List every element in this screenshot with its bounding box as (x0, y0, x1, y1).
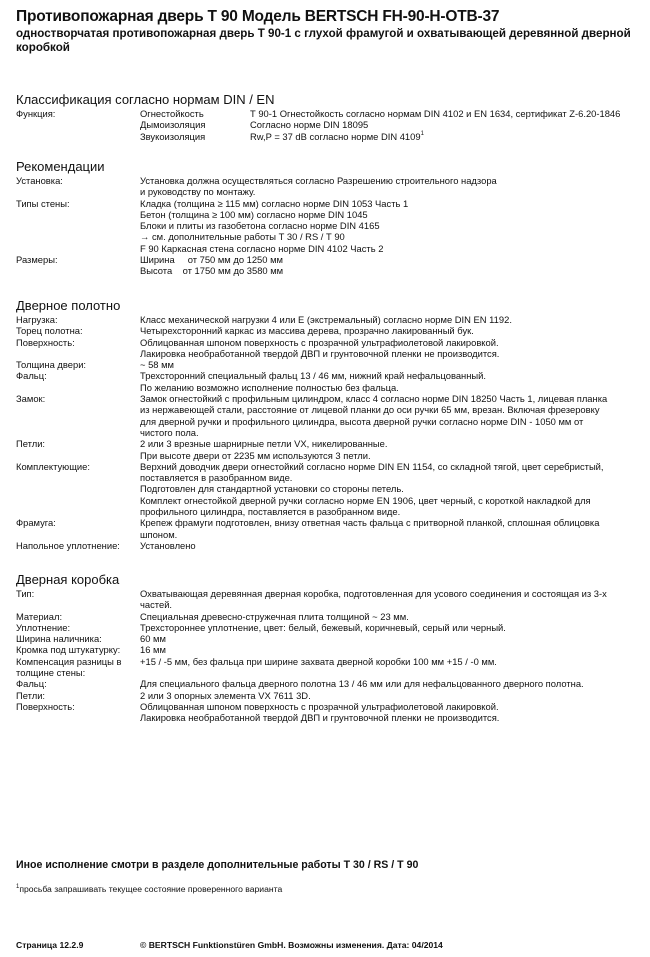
classification-row (16, 119, 646, 130)
row-value: Установлено (140, 539, 196, 551)
row-value: 60 мм (140, 633, 166, 645)
spec-row (16, 517, 646, 540)
row-value: Облицованная шпоном поверхность с прозрачной ультрафиолетовой лакировкой. Лакировка необработанной твердой ДВП и грунтовочной пленки не производится. (140, 700, 500, 724)
row-value: Верхний доводчик двери огнестойкий согласно норме DIN EN 1154, со складной тягой, цвет серебристый, поставляется в разобранном виде. Подготовлен для стандартной установки со стороны петель. Комплект огнестойкой дверной ручки согласно норме EN 1906, цвет черный, с короткой накладкой для профильного цилиндра, поставляется в разобранном виде. (140, 460, 604, 518)
spec-row (16, 633, 646, 644)
footnote-mark: 1 (420, 130, 424, 137)
footnote: $^1$просьба запрашивать текущее состояние проверенного варианта (16, 884, 283, 894)
row-value: Согласно норме DIN 18095 (250, 119, 369, 131)
row-value: Замок огнестойкий с профильным цилиндром, класс 4 согласно норме DIN 18250 Часть 1, лицевая планка из нержавеющей стали, расстояние от лицевой планки до оси ручки 65 мм, врезан. Включая фрезеровку для дверной ручки и профильного цилиндра, высота дверной ручки согласно норме DIN - 1050 мм от чистого пола. (140, 393, 608, 438)
classification-row (16, 131, 646, 142)
other-version-note: Иное исполнение смотри в разделе дополнительные работы Т 30 / RS / Т 90 (16, 859, 419, 871)
row-label: Тип: (16, 588, 35, 599)
row-label: Компенсация разницы в толщине стены: (16, 655, 122, 679)
row-label: Петли: (16, 438, 46, 450)
row-label: Замок: (16, 393, 46, 405)
section-heading: Классификация согласно нормам DIN / EN (16, 92, 275, 107)
spec-row (16, 254, 646, 277)
row-value: ~ 58 мм (140, 359, 175, 371)
document-title: Противопожарная дверь Т 90 Модель BERTSCH FH-90-H-OTB-37 (16, 8, 500, 25)
row-label: Типы стены: (16, 197, 70, 209)
row-label: Уплотнение: (16, 621, 71, 633)
section-heading: Рекомендации (16, 159, 105, 174)
row-subname: Звукоизоляция (140, 130, 206, 142)
row-value: Трехстороннее уплотнение, цвет: белый, бежевый, коричневый, серый или черный. (140, 621, 506, 633)
row-value: 2 или 3 опорных элемента VX 7611 3D. (140, 689, 311, 701)
row-label: Установка: (16, 175, 63, 186)
page-number: Страница 12.2.9 (16, 940, 84, 950)
spec-row (16, 701, 646, 724)
row-label: Фальц: (16, 678, 47, 690)
spec-row (16, 622, 646, 633)
row-label: Размеры: (16, 254, 58, 266)
section-door-leaf (16, 298, 646, 551)
row-label: Фрамуга: (16, 517, 56, 529)
row-subname: Огнестойкость (140, 108, 204, 119)
section-heading: Дверное полотно (16, 298, 121, 313)
row-value: Трехсторонний специальный фальц 13 / 46 мм, нижний край нефальцованный. По желанию возможно исполнение полностью без фальца. (140, 370, 486, 393)
row-label: Торец полотна: (16, 325, 83, 337)
spec-row (16, 461, 646, 517)
row-label: Поверхность: (16, 336, 75, 348)
row-label: Комплектующие: (16, 460, 90, 472)
row-subname: Дымоизоляция (140, 119, 206, 131)
spec-row (16, 588, 646, 611)
spec-row (16, 198, 646, 254)
row-value: Облицованная шпоном поверхность с прозрачной ультрафиолетовой лакировкой. Лакировка необработанной твердой ДВП и грунтовочной пленки не производится. (140, 336, 500, 359)
row-value: 2 или 3 врезные шарнирные петли VX, никелированные. При высоте двери от 2235 мм используются 3 петли. (140, 438, 388, 461)
row-label: Нагрузка: (16, 314, 58, 325)
row-value: Для специального фальца дверного полотна 13 / 46 мм или для нефальцованного дверного полотна. (140, 678, 584, 690)
section-heading: Дверная коробка (16, 572, 120, 587)
row-label: Напольное уплотнение: (16, 539, 120, 551)
row-label: Кромка под штукатурку: (16, 644, 121, 656)
row-label: Материал: (16, 610, 63, 622)
section-classification (16, 92, 646, 142)
spec-row (16, 611, 646, 622)
spec-row (16, 337, 646, 360)
spec-row (16, 540, 646, 551)
row-value: Крепеж фрамуги подготовлен, внизу ответная часть фальца с притворной планкой, сплошная облицовка шпоном. (140, 517, 600, 540)
row-label: Фальц: (16, 370, 47, 382)
spec-row (16, 325, 646, 336)
row-value: +15 / -5 мм, без фальца при ширине захвата дверной коробки 100 мм +15 / -0 мм. (140, 655, 497, 667)
row-label: Ширина наличника: (16, 633, 102, 645)
footnote-mark: 1 (16, 884, 20, 890)
spec-row (16, 175, 646, 198)
spec-row (16, 644, 646, 655)
row-label: Функция: (16, 108, 56, 119)
spec-row (16, 370, 646, 393)
row-value: Т 90-1 Огнестойкость согласно нормам DIN 4102 и EN 1634, сертификат Z-6.20-1846 (250, 108, 621, 119)
row-value: Установка должна осуществляться согласно Разрешению строительного надзора и руководству по монтажу. (140, 175, 497, 198)
row-value: Специальная древесно-стружечная плита толщиной ~ 23 мм. (140, 610, 409, 622)
copyright: © BERTSCH Funktionstüren GmbH. Возможны изменения. Дата: 04/2014 (140, 940, 443, 950)
row-value: Rw,P = 37 dB согласно норме DIN 4109$^1$ (250, 130, 424, 142)
row-value: Четырехсторонний каркас из массива дерева, прозрачно лакированный бук. (140, 325, 474, 337)
spec-row (16, 359, 646, 370)
section-door-frame (16, 572, 646, 724)
spec-row (16, 678, 646, 689)
spec-row (16, 690, 646, 701)
row-label: Толщина двери: (16, 359, 87, 371)
row-value: Охватывающая деревянная дверная коробка, подготовленная для усового соединения и состоящая из 3-х частей. (140, 588, 607, 611)
row-value: Ширина от 750 мм до 1250 мм Высота от 1750 мм до 3580 мм (140, 254, 284, 277)
row-value: 16 мм (140, 644, 166, 656)
row-value: Кладка (толщина ≥ 115 мм) согласно норме DIN 1053 Часть 1 Бетон (толщина ≥ 100 мм) согласно норме DIN 1045 Блоки и плиты из газобетона согласно норме DIN 4165 → см. дополнительные работы Т 30 / RS / Т 90 F 90 Каркасная стена согласно норме DIN 4102 Часть 2 (140, 197, 409, 254)
section-recommendations (16, 159, 646, 277)
spec-row (16, 393, 646, 438)
spec-row (16, 438, 646, 461)
row-label: Петли: (16, 689, 46, 701)
classification-row (16, 108, 646, 119)
row-value: Класс механической нагрузки 4 или Е (экстремальный) согласно норме DIN EN 1192. (140, 314, 512, 325)
document-subtitle: одностворчатая противопожарная дверь Т 90-1 с глухой фрамугой и охватывающей деревянной дверной коробкой (16, 27, 631, 54)
spec-row (16, 656, 646, 679)
spec-row (16, 314, 646, 325)
row-label: Поверхность: (16, 700, 75, 712)
